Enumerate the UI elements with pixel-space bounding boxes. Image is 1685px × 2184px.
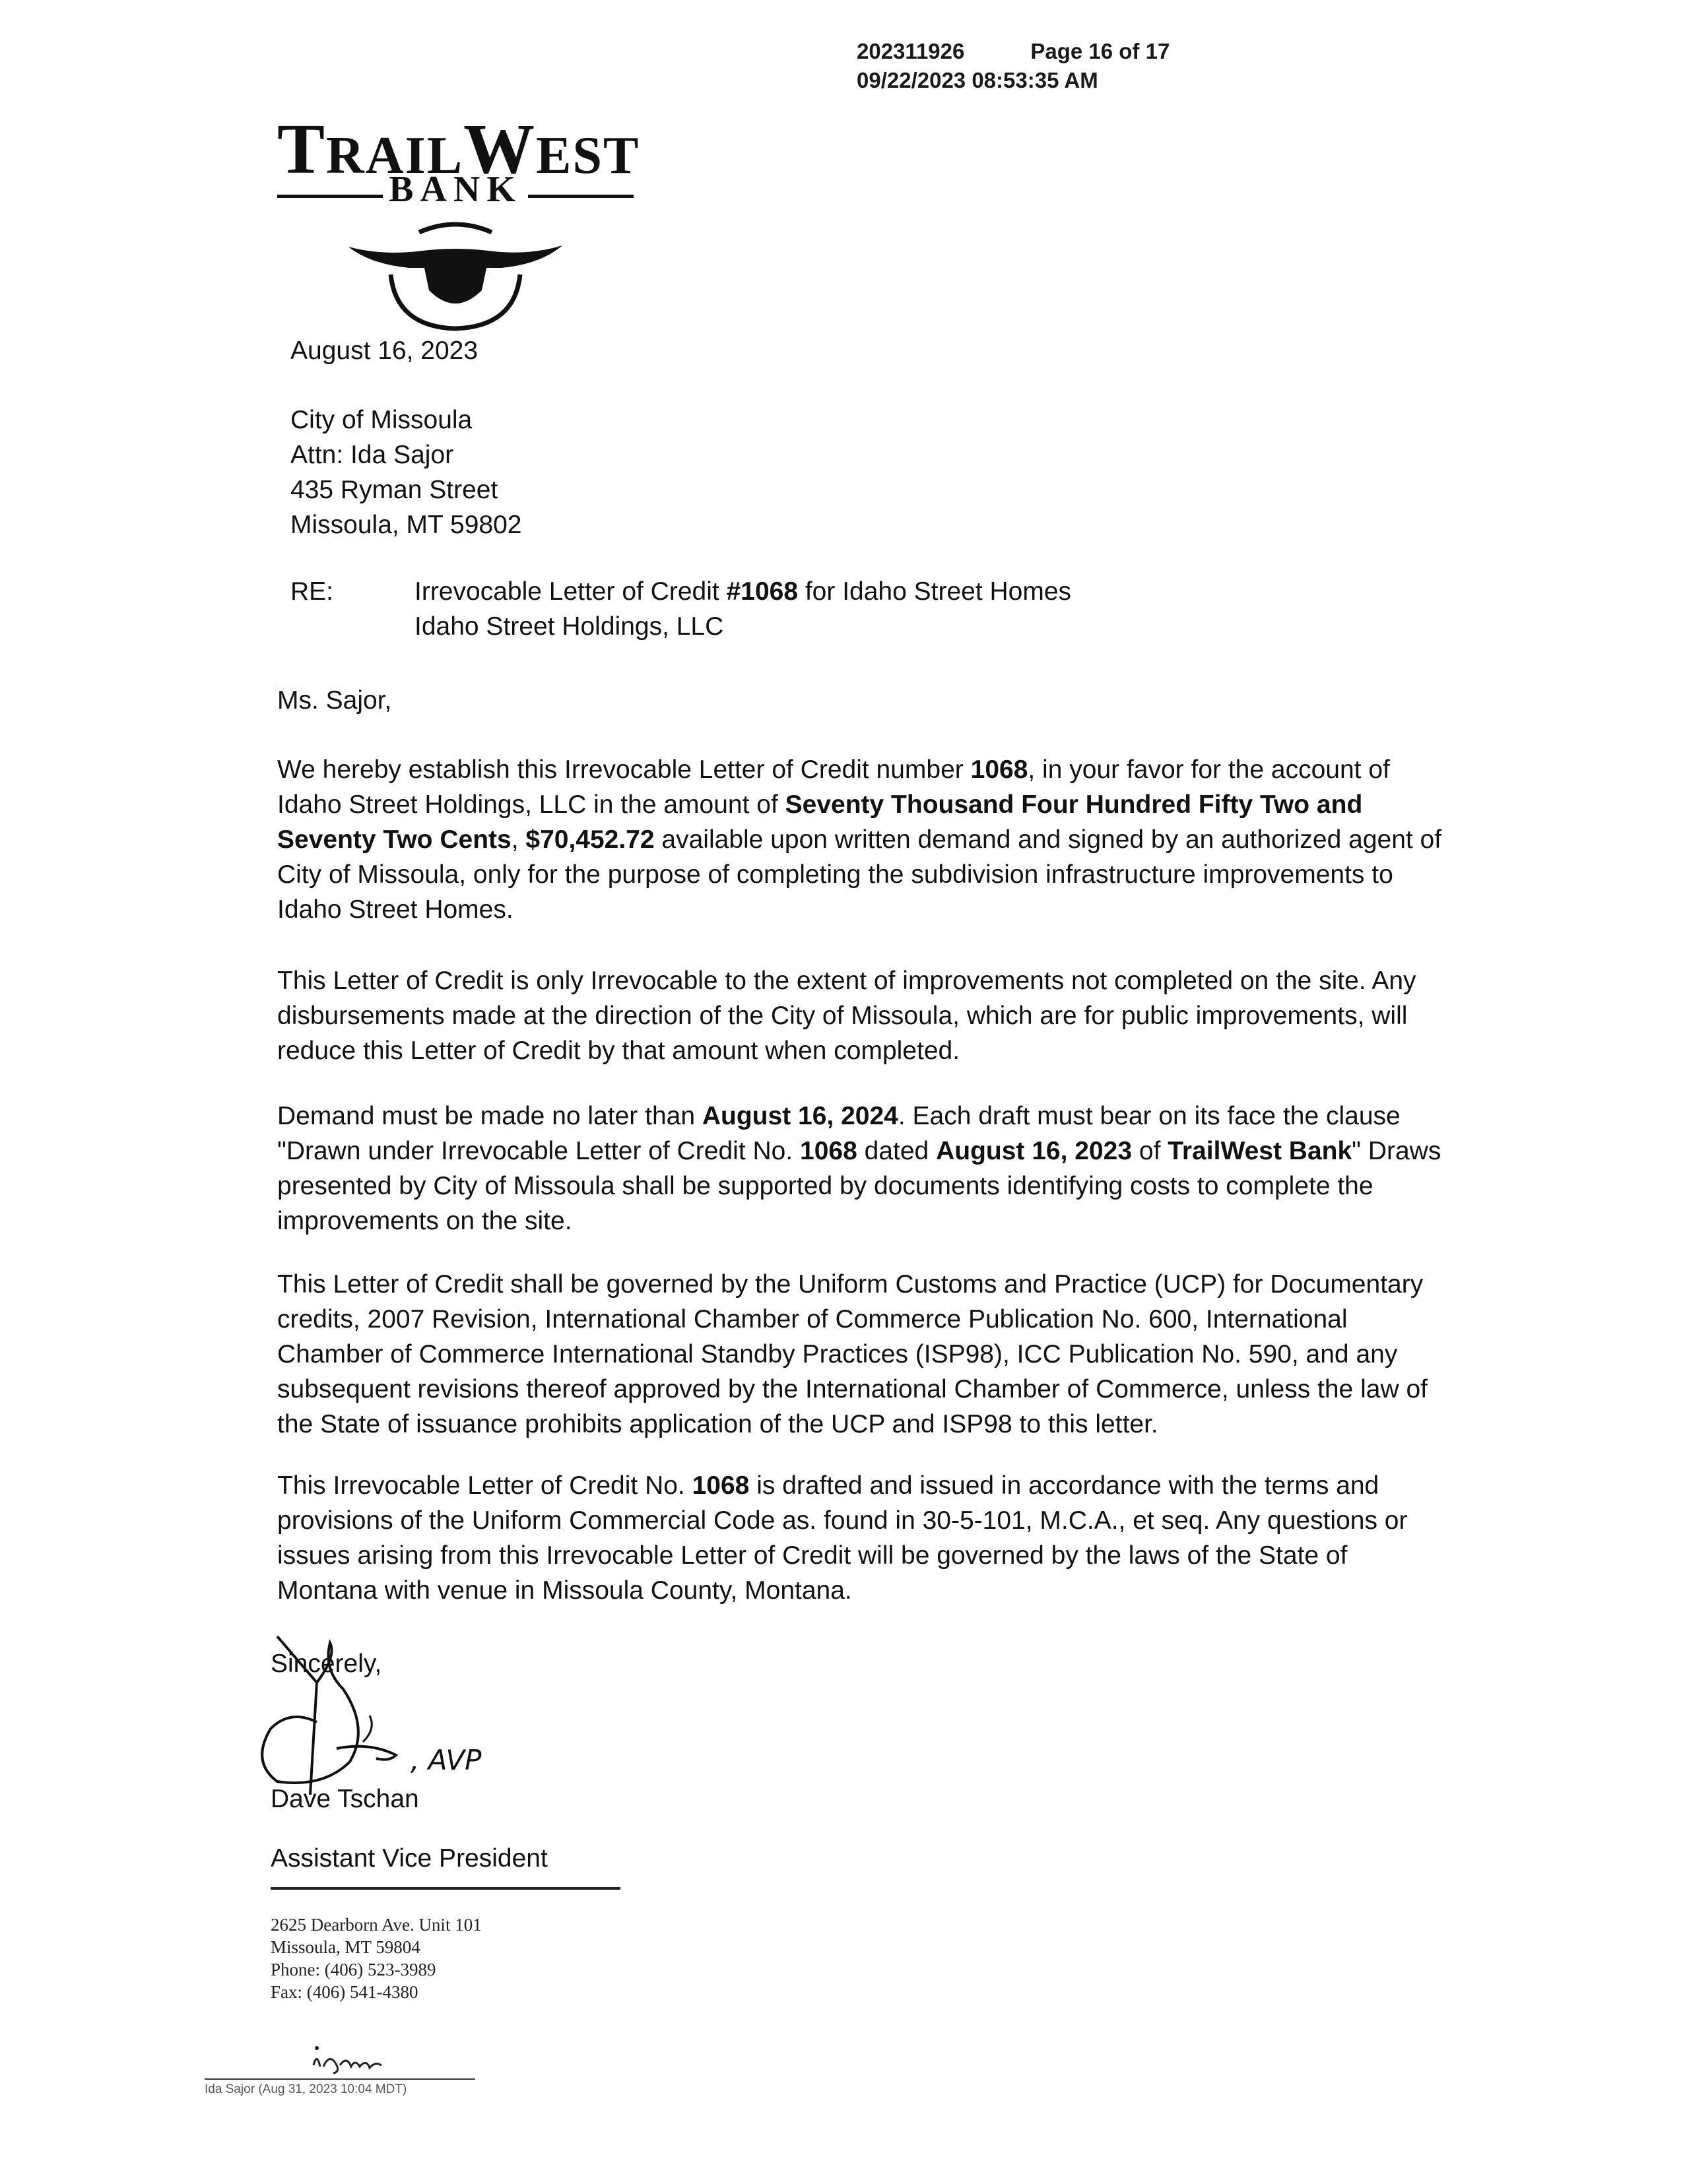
bank-logo-wordmark: TRAILWEST [277, 110, 640, 189]
paragraph-3: Demand must be made no later than August 16, 2024. Each draft must bear on its face the clause "Drawn under Irrevocable Letter of Credit No. 1068 dated August 16, 2023 of TrailWest Bank" Draws presented by City of Missoula shall be supported by documents identifying costs to complete the improvements on the site. [277, 1102, 1441, 1235]
handwritten-signature [238, 1630, 515, 1808]
paragraph-5: This Irrevocable Letter of Credit No. 1068 is drafted and issued in accordance with the terms and provisions of the Uniform Commercial Code as. found in 30-5-101, M.C.A., et seq. Any questions or issues arising from this Irrevocable Letter of Credit will be governed by the laws of the State of Montana with venue in Missoula County, Montana. [277, 1471, 1408, 1605]
re-label: RE: [290, 577, 334, 606]
signature-divider [271, 1887, 620, 1890]
paragraph-4: This Letter of Credit shall be governed by the Uniform Customs and Practice (UCP) for Documentary credits, 2007 Revision, International Chamber of Commerce Publication No. 600, International Chamber of Commerce International Standby Practices (ISP98), ICC Publication No. 590, and any subsequent revisions thereof approved by the International Chamber of Commerce, unless the law of the State of issuance prohibits application of the UCP and ISP98 to this letter. [277, 1270, 1428, 1438]
re-subject: Irrevocable Letter of Credit #1068 for Idaho Street Homes Idaho Street Holdings, LLC [414, 577, 1072, 641]
recording-datetime: 09/22/2023 08:53:35 AM [857, 68, 1098, 92]
closing: Sincerely, [271, 1650, 382, 1678]
recording-doc-number: 202311926 [857, 39, 965, 63]
initials-signature [205, 2039, 475, 2078]
e-signature-caption: Ida Sajor (Aug 31, 2023 10:04 MDT) [205, 2082, 407, 2096]
recipient-address: City of Missoula Attn: Ida Sajor 435 Ryman Street Missoula, MT 59802 [290, 406, 522, 539]
recording-page-info: Page 16 of 17 [1030, 39, 1170, 63]
bank-logo-subtitle: BANK [277, 168, 634, 221]
bank-address-footer: 2625 Dearborn Ave. Unit 101 Missoula, MT 59804 Phone: (406) 523-3989 Fax: (406) 541-4380 [271, 1915, 482, 2002]
letter-date: August 16, 2023 [290, 337, 479, 365]
signer-title: Assistant Vice President [271, 1844, 548, 1873]
paragraph-1: We hereby establish this Irrevocable Letter of Credit number 1068, in your favor for the account of Idaho Street Holdings, LLC in the amount of Seventy Thousand Four Hundred Fifty Two and Seventy Two Cents, $70,452.72 available upon written demand and signed by an authorized agent of City of Missoula, only for the purpose of completing the subdivision infrastructure improvements to Idaho Street Homes. [277, 755, 1442, 924]
svg-text:, AVP: , AVP [411, 1744, 482, 1776]
recording-stamp [857, 37, 1170, 95]
longhorn-logo-icon [343, 218, 568, 337]
signer-name: Dave Tschan [271, 1785, 419, 1813]
paragraph-2: This Letter of Credit is only Irrevocable to the extent of improvements not completed on the site. Any disbursements made at the direction of the City of Missoula, which are for public improvements, will reduce this Letter of Credit by that amount when completed. [277, 967, 1416, 1065]
salutation: Ms. Sajor, [277, 686, 392, 715]
